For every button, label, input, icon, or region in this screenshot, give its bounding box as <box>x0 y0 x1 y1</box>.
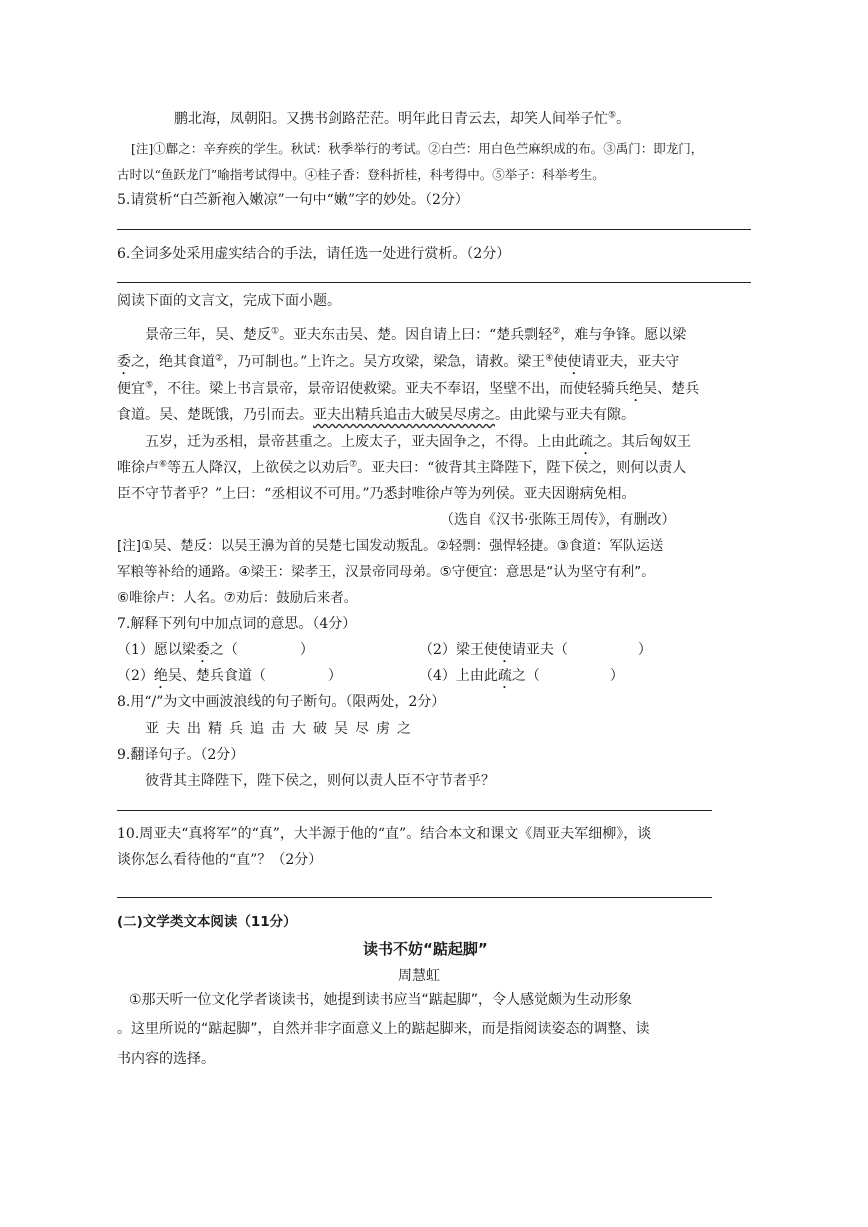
article-p1-line-2: 。这里所说的“踮起脚”，自然并非字面意义上的踮起脚来，而是指阅读姿态的调整、读 <box>117 1021 650 1037</box>
text-seg: 。亚夫曰：“彼背其主降陛下，陛下侯之，则何以责人 <box>357 460 687 476</box>
text-seg: 。亚夫东击吴、楚。因自请上曰：“楚兵剽轻 <box>279 327 553 343</box>
text-seg: （2） <box>117 668 154 684</box>
text-seg: 请亚夫，亚夫守 <box>581 354 680 370</box>
dotted-word: 绝 <box>629 381 644 397</box>
footnote-marker: ④ <box>545 353 554 364</box>
text-seg: 吴、楚兵食道（ <box>167 668 266 684</box>
text-seg: 之（ <box>209 642 238 658</box>
question-9: 9.翻译句子。（2分） <box>117 747 245 763</box>
answer-line-q5[interactable] <box>117 229 751 230</box>
text-seg: （2）梁王使 <box>419 642 498 658</box>
text-seg: 唯徐卢 <box>117 460 159 476</box>
footnote-marker: ⑤ <box>145 380 154 391</box>
passage-note-line-2: 军粮等补给的通路。④梁王：梁孝王，汉景帝同母弟。⑤守便宜：意思是“认为坚守有利”。 <box>117 564 655 580</box>
passage-note-line-1: [注]①吴、楚反：以吴王濞为首的吴楚七国发动叛乱。②轻剽：强悍轻捷。③食道：军队运送 <box>117 538 664 554</box>
text-seg: 之，绝其食道 <box>131 354 215 370</box>
dotted-word: 疏 <box>497 668 512 684</box>
text-seg: ，乃可制也。”上许之。吴方攻梁，梁急，请救。梁王 <box>223 354 546 370</box>
text-seg: （1）愿以梁 <box>117 642 196 658</box>
q7-item-1 <box>117 641 314 666</box>
passage-source: （选自《汉书·张陈王周传》，有删改） <box>440 512 676 528</box>
text-seg: 之。其后匈奴王 <box>593 434 691 450</box>
passage-p2-line-2 <box>117 459 686 477</box>
question-10-line-1: 10.周亚夫“真将军”的“真”，大半源于他的“直”。结合本文和课文《周亚夫军细柳》，谈 <box>117 826 652 842</box>
article-author: 周慧虹 <box>398 968 440 984</box>
text-seg: 便宜 <box>117 381 145 397</box>
answer-line-q6[interactable] <box>117 282 751 283</box>
passage-p1-line-3 <box>117 380 699 405</box>
question-7: 7.解释下列句中加点词的意思。（4分） <box>117 616 357 632</box>
dotted-word: 使 <box>497 642 512 658</box>
passage-p1-line-1 <box>145 326 686 344</box>
poem-note-line-1: [注]①鄜之：辛弃疾的学生。秋试：秋季举行的考试。②白苎：用白色苎麻织成的布。③禹门：即龙门， <box>131 141 704 156</box>
answer-line-q10[interactable] <box>117 897 712 898</box>
text-seg: 五岁，迁为丞相，景帝甚重之。上废太子，亚夫固争之，不得。上由此 <box>145 434 579 450</box>
wavy-underlined-sentence: 亚夫出精兵追击大破吴尽虏之 <box>313 407 495 423</box>
footnote-marker: ⑥ <box>159 459 168 470</box>
text-seg: ，难与争锋。愿以梁 <box>560 327 687 343</box>
passage-p1-line-4 <box>117 406 635 424</box>
poem-note-line-2: 古时以“鱼跃龙门”喻指考试得中。④桂子香：登科折桂，科考得中。⑤举子：科举考生。 <box>117 167 605 182</box>
dotted-word: 绝 <box>153 668 168 684</box>
poem-last-line-end: 。 <box>616 111 631 127</box>
text-seg: 。由此梁与亚夫有隙。 <box>495 407 635 423</box>
text-seg: 景帝三年，吴、楚反 <box>145 327 271 343</box>
text-seg: ） <box>327 668 342 684</box>
text-seg: ） <box>299 642 314 658</box>
section-heading: (二)文学类文本阅读（11分） <box>117 914 297 930</box>
q7-item-4 <box>419 667 624 692</box>
text-seg: 之（ <box>511 668 540 684</box>
footnote-marker: ② <box>552 326 561 337</box>
q9-sentence: 彼背其主降陛下，陛下侯之，则何以责人臣不守节者乎？ <box>145 773 495 789</box>
footnote-marker: ⑦ <box>349 459 358 470</box>
text-seg: 等五人降汉，上欲侯之以劝后 <box>167 460 350 476</box>
footnote-marker: ⑤ <box>608 110 617 121</box>
passage-intro: 阅读下面的文言文，完成下面小题。 <box>117 293 341 309</box>
article-p1-line-1: ①那天听一位文化学者谈读书，她提到读书应当“踮起脚”，令人感觉颇为生动形象 <box>129 992 633 1008</box>
question-6: 6.全词多处采用虚实结合的手法，请任选一处进行赏析。（2分） <box>117 246 511 262</box>
passage-note-line-3: ⑥唯徐卢：人名。⑦劝后：鼓励后来者。 <box>117 590 358 606</box>
text-seg: ，不往。梁上书言景帝，景帝诏使救梁。亚夫不奉诏，坚壁不出，而使轻骑兵 <box>153 381 630 397</box>
q8-sentence[interactable]: 亚夫出精兵追击大破吴尽虏之 <box>145 721 418 737</box>
passage-p2-line-1 <box>145 433 691 458</box>
text-seg: （4）上由此 <box>419 668 498 684</box>
poem-last-line-text: 鹏北海，凤朝阳。又携书剑路茫茫。明年此日青云去，却笑人间举子忙 <box>174 111 608 127</box>
q7-item-2 <box>419 641 652 666</box>
dotted-word: 使 <box>567 354 582 370</box>
text-seg: 食道。吴、楚既饿，乃引而去。 <box>117 407 313 423</box>
question-8: 8.用“/”为文中画波浪线的句子断句。（限两处，2分） <box>117 694 446 710</box>
question-10-line-2: 谈你怎么看待他的“直”？（2分） <box>117 852 323 868</box>
dotted-word: 委 <box>117 354 131 370</box>
q7-item-3 <box>117 667 342 692</box>
article-p1-line-3: 书内容的选择。 <box>117 1051 215 1067</box>
footnote-marker: ② <box>215 353 224 364</box>
text-seg: ） <box>637 642 652 658</box>
passage-p1-line-2 <box>117 353 679 378</box>
footnote-marker: ① <box>271 326 280 337</box>
question-5: 5.请赏析“白苎新袍入嫩凉”一句中“嫩”字的妙处。（2分） <box>117 192 469 208</box>
text-seg: ） <box>609 668 624 684</box>
text-seg: 请亚夫（ <box>511 642 568 658</box>
article-title: 读书不妨“踮起脚” <box>363 940 488 958</box>
dotted-word: 疏 <box>579 434 593 450</box>
poem-last-line <box>174 110 630 128</box>
answer-line-q9[interactable] <box>117 810 712 811</box>
dotted-word: 委 <box>195 642 210 658</box>
text-seg: 吴、楚兵 <box>643 381 700 397</box>
passage-p2-line-3: 臣不守节者乎？”上曰：“丞相议不可用。”乃悉封唯徐卢等为列侯。亚夫因谢病免相。 <box>117 486 636 502</box>
text-seg: 使 <box>553 354 568 370</box>
